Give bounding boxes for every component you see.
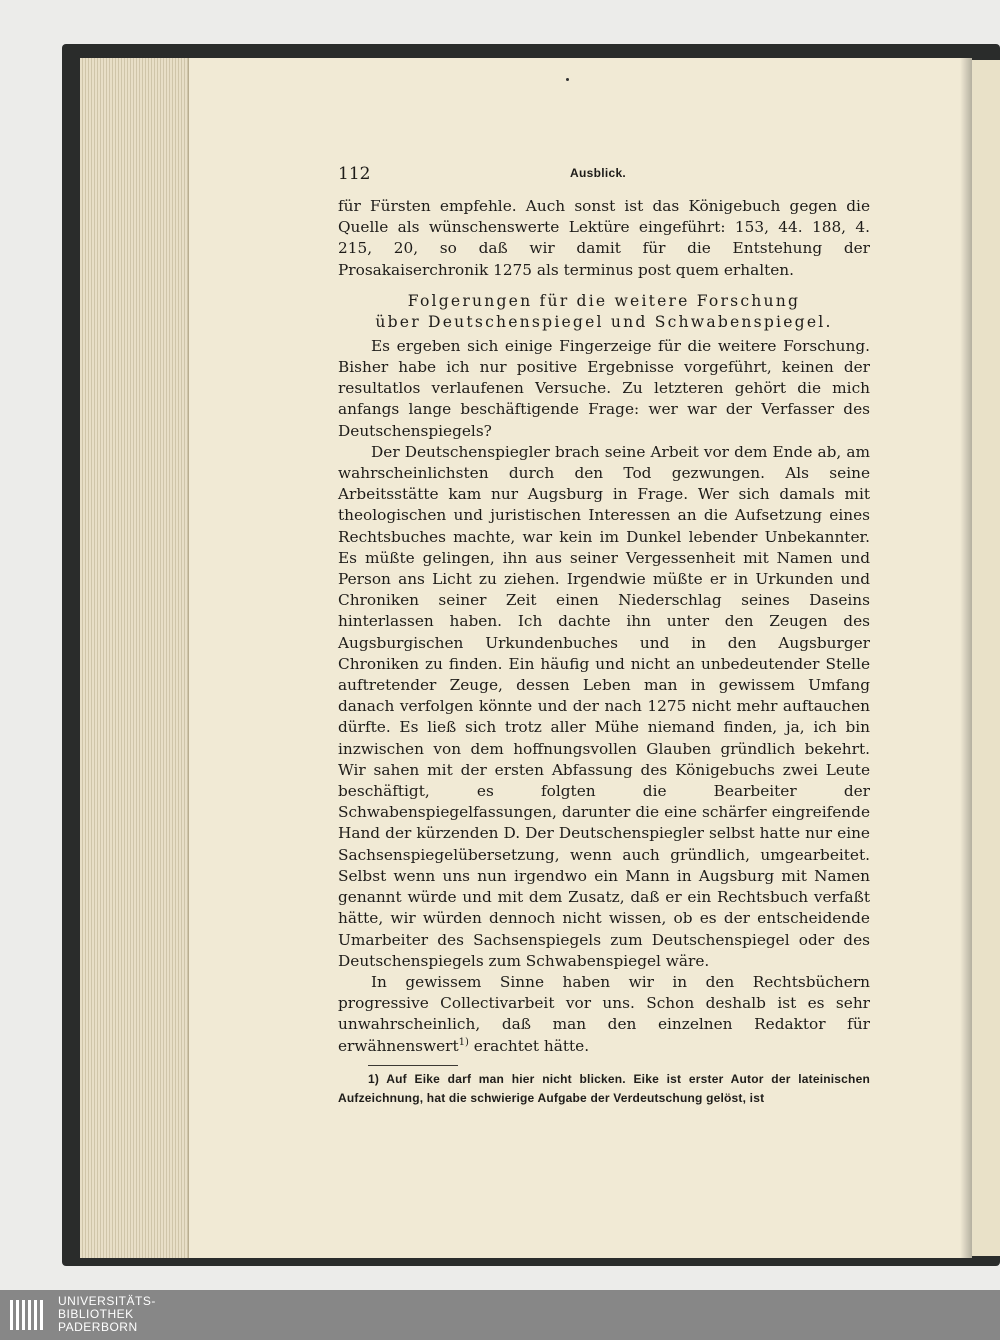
page-edges [80, 58, 189, 1258]
footnote-rule [368, 1065, 458, 1066]
paragraph-1: für Fürsten empfehle. Auch sonst ist das Königebuch gegen die Quelle als wünschenswerte Lektüre eingeführt: 153, 44. 188, 4. 215, 20, so daß wir damit für die Entstehung der Prosakaiserchronik 1275 als terminus post quem erhalten. [338, 197, 870, 279]
library-logo-bar [0, 1290, 1000, 1340]
footnote: 1) Auf Eike darf man hier nicht blicken. Eike ist erster Autor der lateinischen Aufzeichnung, hat die schwierige Aufgabe der Verdeutschung gelöst, ist [338, 1071, 870, 1105]
paragraph-4-end: erachtet hätte. [468, 1036, 590, 1055]
paragraph-2: Es ergeben sich einige Fingerzeige für die weitere Forschung. Bisher habe ich nur positive Ergebnisse vorgeführt, keinen der resultatlos verlaufenen Versuche. Zu letzteren gehört die mich anfangs lange beschäftigende Frage: wer war der Verfasser des Deutschenspiegels? [338, 336, 870, 440]
footnote-marker: 1) [458, 1036, 469, 1048]
section-heading-line-2: über Deutschenspiegel und Schwabenspiegel. [375, 313, 833, 332]
gutter-shadow [960, 58, 972, 1258]
library-logo-line-2: BIBLIOTHEK [58, 1307, 134, 1321]
paragraph-4 [338, 972, 870, 1057]
page-header [338, 160, 870, 196]
library-logo-line-1: UNIVERSITÄTS- [58, 1294, 156, 1308]
library-logo-icon [8, 1296, 48, 1336]
running-head: Ausblick. [570, 166, 627, 180]
paragraph-3: Der Deutschenspiegler brach seine Arbeit vor dem Ende ab, am wahrscheinlichsten durch den Tod gezwungen. Als seine Arbeitsstätte kam nur Augsburg in Frage. Wer sich damals mit theologischen und juristischen Interessen an die Aufsetzung eines Rechtsbuches machte, war kein im Dunkel lebender Unbekannter. Es müßte gelingen, ihn aus seiner Vergessenheit mit Namen und Person ans Licht zu ziehen. Irgendwie müßte er in Urkunden und Chroniken seiner Zeit einen Niederschlag seines Daseins hinterlassen haben. Ich dachte ihn unter den Zeugen des Augsburgischen Urkundenbuches und in den Augsburger Chroniken zu finden. Ein häufig und nicht an unbedeutender Stelle auftretender Zeuge, dessen Leben man in gewissem Umfang danach verfolgen könnte und der nach 1275 nicht mehr auftauchen dürfte. Es ließ sich trotz aller Mühe niemand finden, ja, ich bin inzwischen von dem hoffnungsvollen Glauben gründlich bekehrt. Wir sahen mit der ersten Abfassung des Königebuchs zwei Leute beschäftigt, es folgten die Bearbeiter der Schwabenspiegelfassungen, darunter die eine schärfer eingreifende Hand der kürzenden D. Der Deutschenspiegler selbst hatte nur eine Sachsenspiegelübersetzung, wenn auch gründlich, umgearbeitet. Selbst wenn uns nun irgendwo ein Mann in Augsburg mit Namen genannt würde und mit dem Zusatz, daß er ein Rechtsbuch verfaßt hätte, wir würden dennoch nicht wissen, ob es der entscheidende Umarbeiter des Sachsenspiegels zum Deutschenspiegel oder des Deutschenspiegels zum Schwabenspiegel wäre. [338, 442, 870, 970]
page-number: 112 [338, 164, 371, 184]
library-logo-text [58, 1295, 156, 1334]
paragraph-4-main: In gewissem Sinne haben wir in den Rechtsbüchern progressive Collectivarbeit vor uns. Schon deshalb ist es sehr unwahrscheinlich, daß man den einzelnen Redaktor für erwähnenswert [338, 972, 870, 1055]
library-logo-line-3: PADERBORN [58, 1320, 138, 1334]
section-heading [338, 291, 870, 334]
page-content [338, 160, 870, 1108]
section-heading-line-1: Folgerungen für die weitere Forschung [407, 291, 801, 310]
stray-mark [566, 78, 569, 81]
facing-page-edge [972, 60, 1000, 1256]
